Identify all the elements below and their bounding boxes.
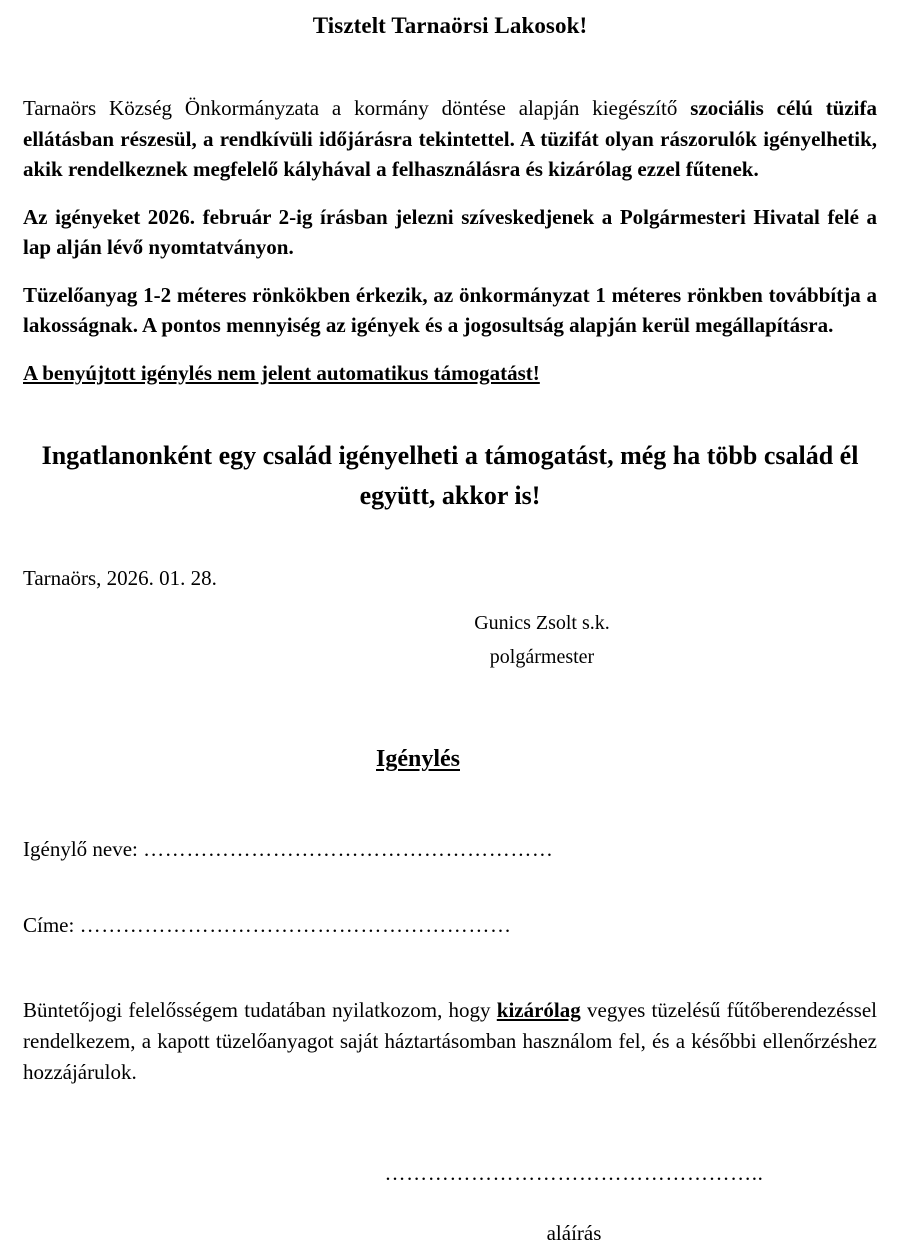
date-line: Tarnaörs, 2026. 01. 28. bbox=[23, 566, 217, 591]
wood-delivery-paragraph: Tüzelőanyag 1-2 méteres rönkökben érkezik, az önkormányzat 1 méteres rönkben továbbítja a lakosságnak. A pontos mennyiség az igények és a jogosultság alapján kerül megállapításra. bbox=[23, 282, 877, 338]
form-heading bbox=[0, 746, 845, 772]
applicant-name-field-row[interactable] bbox=[23, 835, 877, 863]
warning-paragraph bbox=[23, 358, 877, 389]
signer-name: Gunics Zsolt s.k. bbox=[474, 612, 610, 635]
declaration-part-one: Büntetőjogi felelősségem tudatában nyilatkozom, hogy bbox=[23, 997, 497, 1022]
form-heading-text: Igénylés bbox=[376, 746, 460, 773]
intro-bold-text: szociális célú tüzifa ellátásban részesül, a rendkívüli időjárásra tekintettel. A tüzifát olyan rászorulók igényelhetik, akik rendelkeznek megfelelő kályhával a felhasználásra és kizárólag ezzel fűtenek. bbox=[23, 96, 878, 182]
declaration-part-two: vegyes tüzelésű fűtőberendezéssel rendelkezem, a kapott tüzelőanyagot saját háztartásomban használom fel, és a későbbi ellenőrzéshez hozzájárulok. bbox=[23, 997, 877, 1084]
warning-text: A benyújtott igénylés nem jelent automatikus támogatást! bbox=[23, 360, 540, 385]
page-title: Tisztelt Tarnaörsi Lakosok! bbox=[312, 13, 588, 38]
intro-lead-text: Tarnaörs Község Önkormányzata a kormány döntése alapján kiegészítő bbox=[23, 96, 691, 121]
declaration-paragraph bbox=[23, 995, 877, 1088]
applicant-address-input-line[interactable]: …………………………………………………… bbox=[79, 912, 512, 937]
applicant-name-label: Igénylő neve: bbox=[23, 836, 138, 861]
mayor-signature-block bbox=[23, 606, 877, 674]
applicant-signature-label: aláírás bbox=[546, 1220, 602, 1245]
declaration-emphasis: kizárólag bbox=[496, 997, 581, 1022]
intro-paragraph bbox=[23, 93, 877, 185]
applicant-address-label: Címe: bbox=[23, 912, 75, 937]
applicant-signature-line[interactable]: …………………………………………….. bbox=[384, 1160, 764, 1185]
signer-role: polgármester bbox=[489, 646, 595, 669]
applicant-name-input-line[interactable]: ………………………………………………… bbox=[143, 836, 554, 861]
applicant-address-field-row[interactable] bbox=[23, 911, 877, 939]
per-property-heading: Ingatlanonként egy család igényelheti a támogatást, még ha több család él együtt, akkor is! bbox=[41, 441, 859, 511]
deadline-paragraph: Az igényeket 2026. február 2-ig írásban jelezni szíveskedjenek a Polgármesteri Hivatal felé a lap alján lévő nyomtatványon. bbox=[23, 204, 877, 260]
